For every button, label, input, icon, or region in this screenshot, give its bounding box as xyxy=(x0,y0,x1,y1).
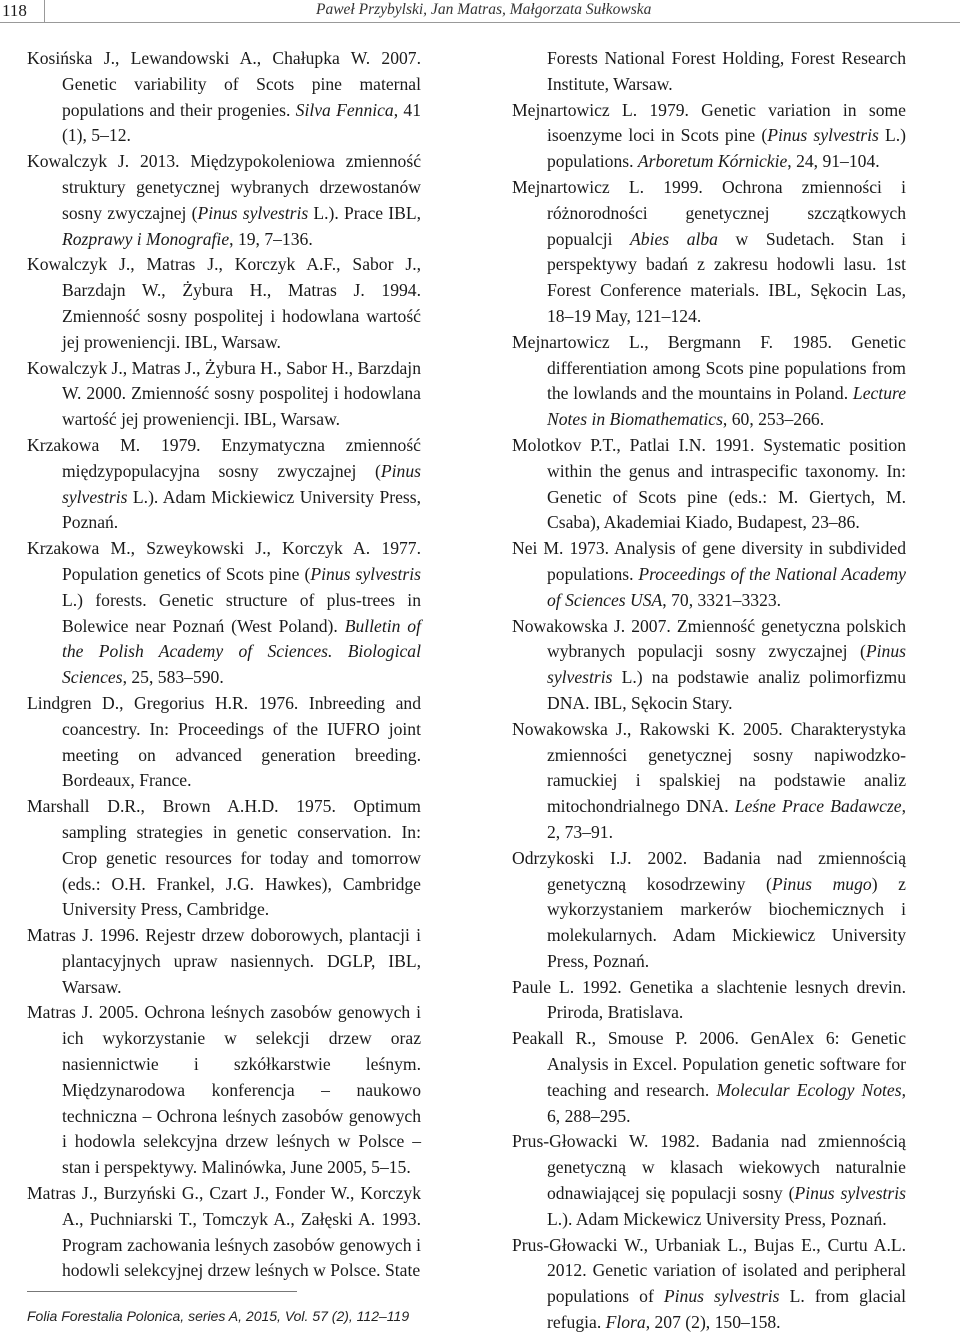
reference-text: Matras J. 1996. Rejestr drzew doborowych, plantacji i plantacyjnych upraw nasiennych. DGLP, IBL, Warsaw. xyxy=(27,925,421,997)
reference-continuation xyxy=(512,46,906,98)
reference-entry xyxy=(512,1026,906,1129)
reference-text: Kosińska J., Lewandowski A., Chałupka W. 2007. Genetic variability of Scots pine maternal populations and their progenies. xyxy=(27,48,421,120)
references-left-column xyxy=(27,46,421,1284)
reference-text: , 24, 91–104. xyxy=(787,151,880,172)
reference-text: Odrzykoski I.J. 2002. Badania nad zmiennością genetyczną kosodrzewiny ( xyxy=(512,847,906,894)
reference-text: Molotkov P.T., Patlai I.N. 1991. Systematic position within the genus and intraspecific taxonomy. In: Genetic of Scots pine (eds.: M. Giertych, M. Csaba), Akademiai Kiado, Budapest, 23–86. xyxy=(512,434,906,533)
reference-text: Mejnartowicz L., Bergmann F. 1985. Genetic differentiation among Scots pine populations from the lowlands and the mountains in Poland. xyxy=(512,331,906,404)
reference-entry xyxy=(27,794,421,923)
reference-entry xyxy=(512,330,906,433)
reference-text: L.). Adam Mickewicz University Press, Poznań. xyxy=(547,1208,887,1229)
reference-text: Marshall D.R., Brown A.H.D. 1975. Optimum sampling strategies in genetic conservation. In: Crop genetic resources for today and tomorrow (eds.: O.H. Frankel, J.G. Hawkes), Cambridge University Press, Cambridge. xyxy=(27,796,421,920)
reference-text: , 70, 3321–3323. xyxy=(662,589,782,610)
reference-entry xyxy=(27,252,421,355)
italic-title: Lecture Notes in Biomathematics xyxy=(547,383,906,430)
reference-entry xyxy=(27,1000,421,1181)
reference-text: Lindgren D., Gregorius H.R. 1976. Inbreeding and coancestry. In: Proceedings of the IUFRO joint meeting on advanced generation breeding. Bordeaux, France. xyxy=(27,692,421,791)
reference-entry xyxy=(512,614,906,717)
reference-text: Nei M. 1973. Analysis of gene diversity in subdivided populations. xyxy=(512,538,906,584)
reference-entry xyxy=(512,1129,906,1232)
reference-entry xyxy=(27,433,421,536)
reference-text: , 207 (2), 150–158. xyxy=(645,1312,781,1333)
italic-title: Leśne Prace Badawcze xyxy=(734,796,902,817)
reference-text: Kowalczyk J., Matras J., Żybura H., Sabor H., Barzdajn W. 2000. Zmienność sosny pospolitej i hodowlana wartość jej proweniencji. IBL, Warsaw. xyxy=(27,357,421,430)
reference-text: Mejnartowicz L. 1979. Genetic variation in some isoenzyme loci in Scots pine ( xyxy=(512,99,906,146)
italic-title: Flora xyxy=(605,1312,646,1333)
reference-entry xyxy=(27,1181,421,1284)
reference-text: Krzakowa M. 1979. Enzymatyczna zmienność międzypopulacyjna sosny zwyczajnej ( xyxy=(27,434,421,481)
footer-rule xyxy=(27,1291,297,1292)
reference-text: Kowalczyk J. 2013. Międzypokoleniowa zmienność struktury genetycznej wybranych drzewostanów sosny zwyczajnej ( xyxy=(27,151,421,223)
reference-text: Prus-Głowacki W. 1982. Badania nad zmiennością genetyczną w klasach wiekowych naturalnie odnawiającej się populacji sosny ( xyxy=(512,1131,906,1204)
italic-title: Abies alba xyxy=(630,228,718,249)
reference-text: Prus-Głowacki W., Urbaniak L., Bujas E., Curtu A.L. 2012. Genetic variation of isolated and peripheral populations of xyxy=(512,1234,906,1307)
header-rule xyxy=(44,22,960,23)
reference-text: , 19, 7–136. xyxy=(229,228,313,249)
reference-entry xyxy=(512,846,906,975)
reference-text: L. from glacial refugia. xyxy=(547,1286,906,1333)
reference-entry xyxy=(27,923,421,1000)
italic-title: Pinus sylvestris xyxy=(62,460,421,507)
page-header xyxy=(0,0,960,24)
italic-title: Pinus mugo xyxy=(771,873,872,894)
italic-title: Molecular Ecology Notes xyxy=(716,1079,902,1100)
reference-text: Peakall R., Smouse P. 2006. GenAlex 6: Genetic Analysis in Excel. Population genetic software for teaching and research. xyxy=(512,1028,906,1100)
reference-entry xyxy=(512,98,906,175)
italic-title: Pinus sylvestris xyxy=(310,563,422,584)
reference-entry xyxy=(27,536,421,691)
reference-text: Matras J. 2005. Ochrona leśnych zasobów genowych i ich wykorzystanie w selekcji drzew oraz nasiennictwie i szkółkarstwie leśnym. Międzynarodowa konferencja – naukowo techniczna – Ochrona leśnych zasobów genowych i hodowla selekcyjna drzew leśnych w Polsce – stan i perspektywy. Malinówka, June 2005, 5–15. xyxy=(27,1002,421,1178)
reference-entry xyxy=(27,356,421,433)
reference-text: L.). Prace IBL, xyxy=(308,202,421,223)
reference-text: Matras J., Burzyński G., Czart J., Fonder W., Korczyk A., Puchniarski T., Tomczyk A., Załęski A. 1993. Program zachowania leśnych zasobów genowych i hodowli selekcyjnej drzew leśnych w Polsce. State xyxy=(27,1183,421,1281)
reference-text: , 2, 73–91. xyxy=(547,796,906,842)
italic-title: Rozprawy i Monografie xyxy=(62,228,230,249)
reference-text: L.) populations. xyxy=(547,125,907,172)
running-head: Paweł Przybylski, Jan Matras, Małgorzata Sułkowska xyxy=(316,1,652,18)
italic-title: Pinus sylvestris xyxy=(197,202,309,223)
italic-title: Pinus sylvestris xyxy=(767,125,879,146)
italic-title: Proceedings of the National Academy of Sciences USA xyxy=(547,563,906,610)
journal-footer: Folia Forestalia Polonica, series A, 2015, Vol. 57 (2), 112–119 xyxy=(27,1308,410,1324)
reference-text: w Sudetach. Stan i perspektywy badań z zakresu hodowli lasu. 1st Forest Conference materials. IBL, Sękocin Las, 18–19 May, 121–124. xyxy=(547,228,907,326)
reference-entry xyxy=(512,717,906,846)
reference-text: L.) forests. Genetic structure of plus-trees in Bolewice near Poznań (West Poland). xyxy=(62,589,421,636)
reference-entry xyxy=(512,175,906,330)
references-right-column xyxy=(512,46,906,1336)
italic-title: Arboretum Kórnickie xyxy=(637,151,788,172)
reference-text: Krzakowa M., Szweykowski J., Korczyk A. 1977. Population genetics of Scots pine ( xyxy=(27,538,421,584)
italic-title: Bulletin of the Polish Academy of Sciences. Biological Sciences xyxy=(62,615,421,688)
reference-text: , 25, 583–590. xyxy=(122,667,224,688)
reference-entry xyxy=(27,691,421,794)
reference-text: , 41 (1), 5–12. xyxy=(62,99,421,146)
reference-text: Nowakowska J., Rakowski K. 2005. Charakterystyka zmienności genetycznej sosny napiwodzko-ramuckiej i spalskiej na podstawie analiz mitochondrialnego DNA. xyxy=(512,718,906,817)
italic-title: Pinus sylvestris xyxy=(794,1183,907,1204)
italic-title: Silva Fennica xyxy=(295,99,394,120)
reference-entry xyxy=(512,975,906,1027)
reference-text: L.). Adam Mickiewicz University Press, Poznań. xyxy=(62,486,421,533)
italic-title: Pinus sylvestris xyxy=(663,1286,780,1307)
reference-entry xyxy=(512,1233,906,1336)
reference-entry xyxy=(27,46,421,149)
reference-entry xyxy=(512,536,906,613)
reference-text: L.) na podstawie analiz polimorfizmu DNA. IBL, Sękocin Stary. xyxy=(547,667,906,713)
reference-text: Mejnartowicz L. 1999. Ochrona zmienności i różnorodności genetycznej szczątkowych popualcji xyxy=(512,176,906,249)
reference-text: , 6, 288–295. xyxy=(547,1079,906,1126)
reference-text: Kowalczyk J., Matras J., Korczyk A.F., Sabor J., Barzdajn W., Żybura H., Matras J. 1994. Zmienność sosny pospolitej i hodowlana wartość jej proweniencji. IBL, Warsaw. xyxy=(27,254,421,352)
reference-text: ) z wykorzystaniem markerów biochemicznych i molekularnych. Adam Mickiewicz University Press, Poznań. xyxy=(547,873,906,971)
page-number: 118 xyxy=(0,0,45,23)
reference-text: Forests National Forest Holding, Forest Research Institute, Warsaw. xyxy=(547,48,906,94)
italic-title: Pinus sylvestris xyxy=(547,641,906,688)
reference-entry xyxy=(27,149,421,252)
reference-entry xyxy=(512,433,906,536)
reference-text: Nowakowska J. 2007. Zmienność genetyczna polskich wybranych populacji sosny zwyczajnej ( xyxy=(512,615,906,662)
reference-text: , 60, 253–266. xyxy=(722,409,825,430)
reference-text: Paule L. 1992. Genetika a slachtenie lesnych drevin. Priroda, Bratislava. xyxy=(512,976,906,1023)
